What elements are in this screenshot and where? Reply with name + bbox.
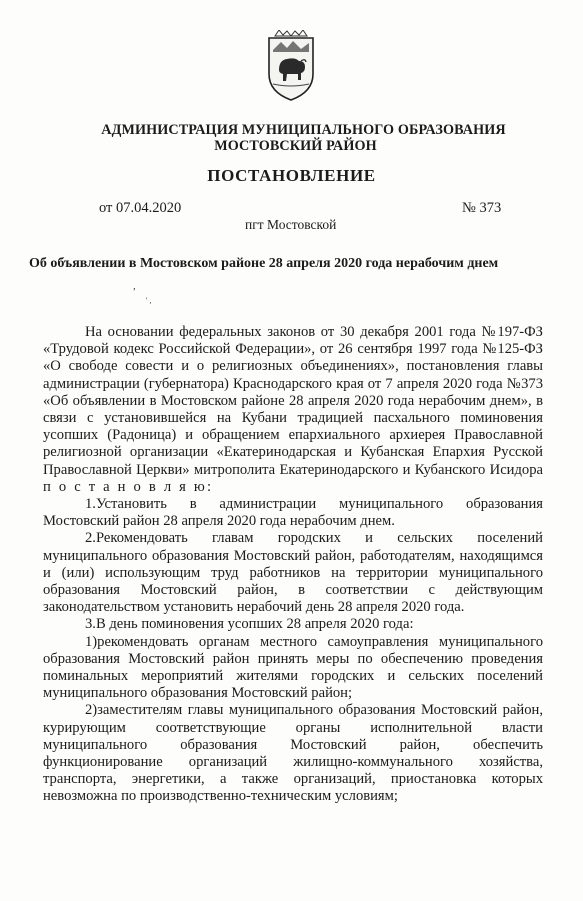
document-subject: Об объявлении в Мостовском районе 28 апреля 2020 года нерабочим днем [29,256,499,271]
coat-of-arms-bison-icon [265,30,317,102]
item-3-2: 2)заместителям главы муниципального образования Мостовский район, курирующим соответствующие органы исполнительной власти муниципального образования Мостовский район, обеспечить функционирование организаций жилищно-коммунального хозяйства, транспорта, энергетики, а также организаций, приостановка которых невозможна по производственно-техническим условиям; [43,702,543,805]
document-body [43,324,543,806]
item-3-1: 1)рекомендовать органам местного самоуправления муниципального образования Мостовский район принять меры по обеспечению проведения поминальных мероприятий жителями городских и сельских поселений муниципального образования Мостовский район; [43,633,543,702]
item-2: 2.Рекомендовать главам городских и сельских поселений муниципального образования Мостовский район, работодателям, находящимся и (или) использующим труд работников на территории муниципального образования Мостовский район, в соответствии с действующим законодательством установить нерабочий день 28 апреля 2020 года. [43,530,543,616]
intro-text: На основании федеральных законов от 30 декабря 2001 года №197-ФЗ «Трудовой кодекс Российской Федерации», от 26 сентября 1997 года №125-ФЗ «О свободе совести и о религиозных объединениях», постановления главы администрации (губернатора) Краснодарского края от 7 апреля 2020 года №373 «Об объявлении в Мостовском районе 28 апреля 2020 года нерабочим днем», в связи с установившейся на Кубани традицией пасхального поминовения усопших (Радоница) и обращением епархиального архиерея Православной религиозной организации «Екатеринодарская и Кубанская Епархия Русской Православной Церкви» митрополита Екатеринодарского и Кубанского Исидора [43,324,543,478]
item-1: 1.Установить в администрации муниципального образования Мостовский район 28 апреля 2020 года нерабочим днем. [43,496,543,530]
intro-paragraph [43,324,543,496]
scan-artifact: , [133,280,136,292]
document-place: пгт Мостовской [245,217,337,232]
document-type-title: ПОСТАНОВЛЕНИЕ [207,166,376,185]
scan-artifact: ' , [146,296,152,305]
org-name-line1: АДМИНИСТРАЦИЯ МУНИЦИПАЛЬНОГО ОБРАЗОВАНИЯ [101,122,506,138]
decree-word: п о с т а н о в л я ю: [43,478,214,495]
document-date: от 07.04.2020 [99,200,182,216]
org-name-line2: МОСТОВСКИЙ РАЙОН [214,138,377,154]
document-number: № 373 [462,200,502,216]
item-3: 3.В день поминовения усопших 28 апреля 2020 года: [85,616,414,633]
